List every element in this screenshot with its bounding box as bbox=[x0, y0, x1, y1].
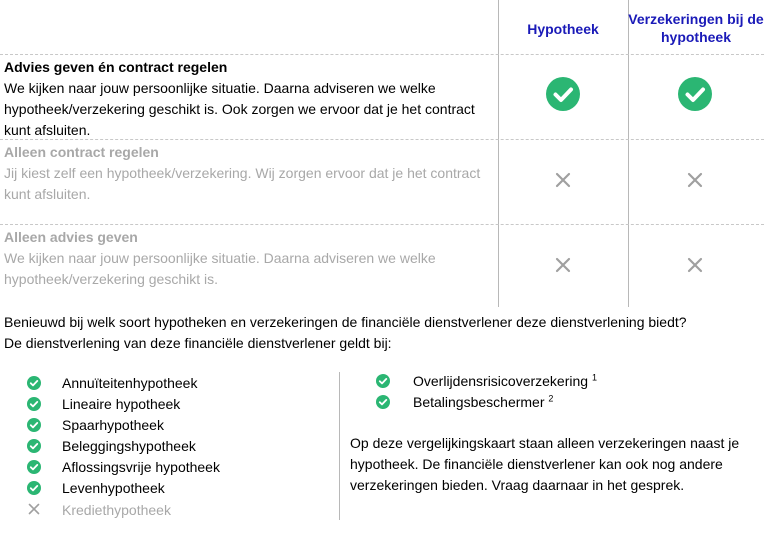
column-header-hypotheek: Hypotheek bbox=[527, 21, 599, 37]
row-description: Jij kiest zelf een hypotheek/verzekering. Wij zorgen ervoor dat je het contract kunt afsluiten. bbox=[4, 165, 481, 202]
check-icon bbox=[546, 77, 580, 111]
table-row bbox=[4, 142, 494, 205]
intro-line-2: De dienstverlening van deze financiële dienstverlener geldt bij: bbox=[4, 335, 392, 351]
check-icon bbox=[27, 376, 41, 390]
footnote-marker: 1 bbox=[591, 372, 597, 383]
cross-icon bbox=[687, 172, 703, 188]
table-row bbox=[4, 57, 494, 141]
check-icon bbox=[27, 397, 41, 411]
list-item: Krediethypotheek bbox=[62, 502, 171, 518]
list-item: Levenhypotheek bbox=[62, 480, 165, 496]
list-item bbox=[413, 371, 597, 392]
intro-text bbox=[4, 312, 764, 354]
row-title: Alleen advies geven bbox=[4, 229, 138, 245]
intro-line-1: Benieuwd bij welk soort hypotheken en verzekeringen de financiële dienstverlener deze dienstverlening biedt? bbox=[4, 314, 687, 330]
footnote-marker: 2 bbox=[548, 393, 554, 404]
list-item-label: Betalingsbeschermer bbox=[413, 394, 545, 410]
row-description: We kijken naar jouw persoonlijke situatie. Daarna adviseren we welke hypotheek/verzekering geschikt is. Ook zorgen we ervoor dat je het contract kunt afsluiten. bbox=[4, 80, 475, 138]
cross-icon bbox=[28, 503, 40, 515]
table-divider-left bbox=[498, 0, 499, 307]
check-icon bbox=[27, 481, 41, 495]
check-icon bbox=[27, 439, 41, 453]
column-header-verzekeringen: Verzekeringen bij de hypotheek bbox=[628, 11, 764, 45]
list-item: Beleggingshypotheek bbox=[62, 438, 196, 454]
table-header-rule bbox=[0, 54, 764, 55]
cross-icon bbox=[555, 172, 571, 188]
list-item: Annuïteitenhypotheek bbox=[62, 375, 198, 391]
cross-icon bbox=[555, 257, 571, 273]
check-icon bbox=[678, 77, 712, 111]
list-item: Aflossingsvrije hypotheek bbox=[62, 459, 220, 475]
table-row bbox=[4, 227, 494, 290]
row-title: Alleen contract regelen bbox=[4, 144, 159, 160]
row-title: Advies geven én contract regelen bbox=[4, 59, 228, 75]
row-separator-2 bbox=[0, 224, 764, 225]
check-icon bbox=[376, 395, 390, 409]
list-item: Spaarhypotheek bbox=[62, 417, 164, 433]
note-text: Op deze vergelijkingskaart staan alleen verzekeringen naast je hypotheek. De financiële dienstverlener kan ook nog andere verzekeringen bieden. Vraag daarnaar in het gesprek. bbox=[350, 435, 740, 493]
cross-icon bbox=[687, 257, 703, 273]
row-description: We kijken naar jouw persoonlijke situatie. Daarna adviseren we welke hypotheek/verzekering geschikt is. bbox=[4, 250, 436, 287]
check-icon bbox=[27, 460, 41, 474]
check-icon bbox=[376, 374, 390, 388]
list-divider bbox=[339, 372, 340, 520]
list-item-label: Overlijdensrisicoverzekering bbox=[413, 373, 589, 389]
table-divider-right bbox=[628, 0, 629, 307]
list-item bbox=[413, 392, 553, 413]
list-item: Lineaire hypotheek bbox=[62, 396, 181, 412]
check-icon bbox=[27, 418, 41, 432]
